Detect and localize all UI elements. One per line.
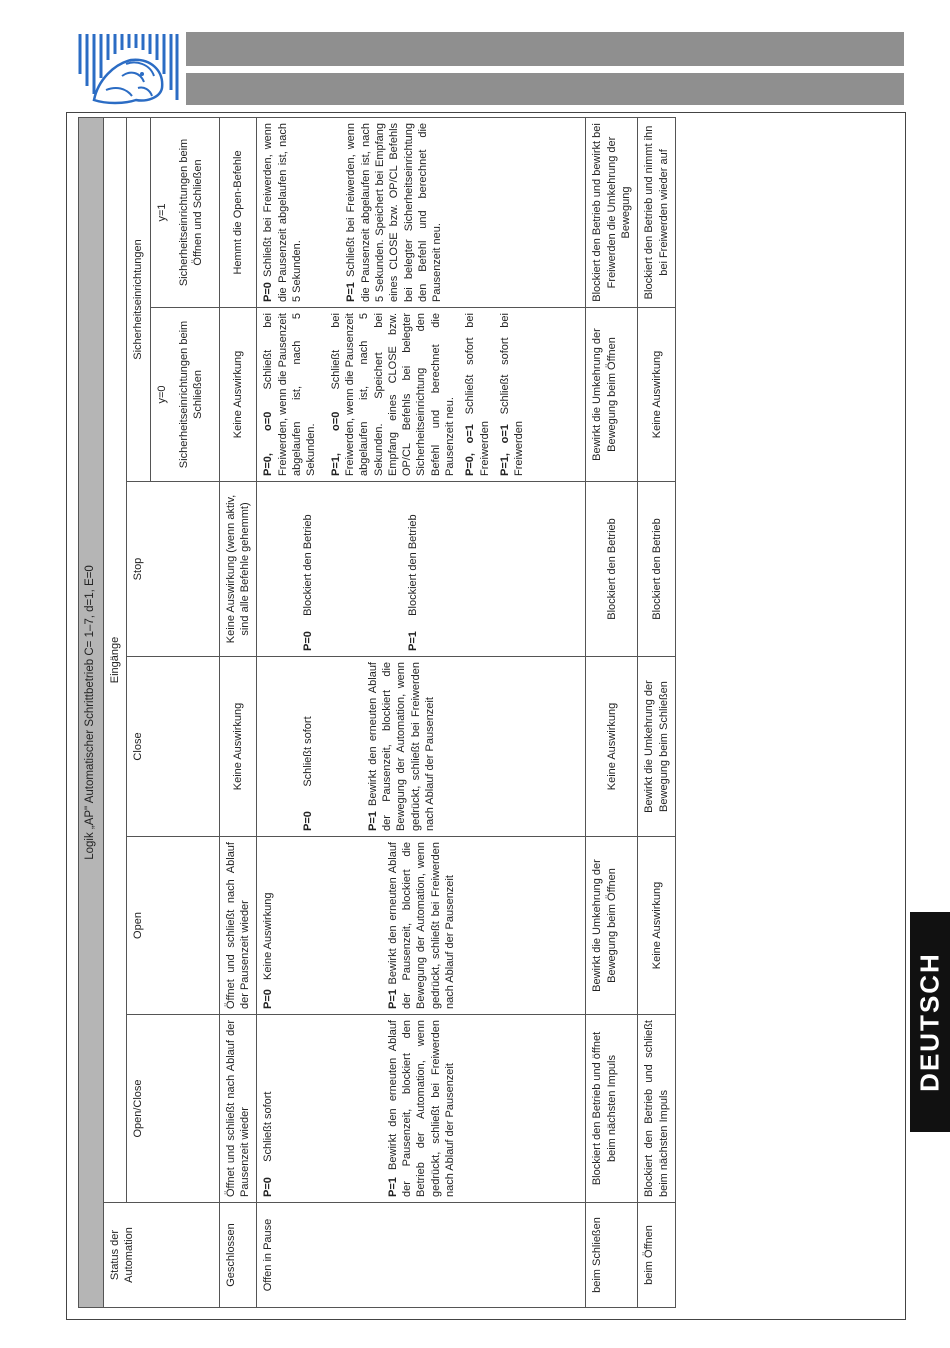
pause-openclose-p0: Schließt sofort (262, 1091, 275, 1162)
pause-stop-p1-tag: P=1 (406, 631, 419, 651)
closed-open: Öffnet und schließt nach Ablauf der Pausenzeit wieder (219, 837, 257, 1015)
pause-open-p1-tag: P=1 (386, 989, 399, 1009)
pause-y1-p0-tag: P=0 (262, 282, 275, 302)
pause-stop (257, 482, 586, 657)
pause-openclose-p1-tag: P=1 (386, 1177, 399, 1197)
opening-stop: Blockiert den Betrieb (638, 482, 676, 657)
pause-y0-p1o1: Schließt sofort bei Freiwerden (498, 313, 526, 476)
closing-close: Keine Auswirkung (586, 657, 638, 837)
table-row (586, 117, 638, 1307)
closed-close: Keine Auswirkung (219, 657, 257, 837)
table-row (257, 117, 586, 1307)
opening-safety-y1: Blockiert den Betrieb und nimmt ihn bei Freiwerden wieder auf (638, 117, 676, 307)
closing-openclose: Blockiert den Betrieb und öffnet beim nächsten Impuls (586, 1015, 638, 1203)
pause-y1-p1: Schließt bei Freiwerden, wenn die Pausenzeit abgelaufen ist, nach 5 Sekunden. Speichert bei Empfang eines CLOSE bzw. OP/CL Befehls bei belegter Sicherheitseinrichtung den Befehl und berechnet die Pausenzeit neu. (345, 122, 444, 302)
pause-close-p1-tag: P=1 (366, 811, 379, 831)
row-label-closing: beim Schließen (586, 1203, 638, 1308)
pause-openclose (257, 1015, 586, 1203)
col-stop-header: Stop (127, 482, 220, 657)
pause-y0-p0o1-tag: P=0, o=1 (464, 424, 477, 476)
pause-y0-p1o0: Schließt bei Freiwerden, wenn die Pausenzeit abgelaufen ist, nach 5 Sekunden. Speichert bei Empfang eines CLOSE bzw. OP/CL Befehls bei belegter Sicherheitseinrichtung den Befehl und berechnet die Pausenzeit neu. (329, 313, 457, 476)
closed-safety-y1: Hemmt die Open-Befehle (219, 117, 257, 307)
lion-logo-icon (76, 30, 180, 106)
pause-y0-p0o0: Schließt bei Freiwerden, wenn die Pausenzeit abgelaufen ist, nach 5 Sekunden. (262, 313, 318, 476)
pause-safety-y1 (257, 117, 586, 307)
pause-close-p1: Bewirkt den erneuten Ablauf der Pausenzeit, blockiert die Bewegung der Automation, wenn gedrückt, schließt bei Freiwerden nach Ablauf der Pausenzeit (366, 662, 436, 831)
header-bar-bottom (186, 73, 904, 105)
closing-safety-y1: Blockiert den Betrieb und bewirkt bei Freiwerden die Umkehrung der Bewegung (586, 117, 638, 307)
pause-close (257, 657, 586, 837)
pause-close-p0: Schließt sofort (302, 716, 315, 787)
closing-safety-y0: Bewirkt die Umkehrung der Bewegung beim Öffnen (586, 308, 638, 482)
pause-y0-p0o0-tag: P=0, o=0 (262, 411, 275, 476)
opening-close: Bewirkt die Umkehrung der Bewegung beim Schließen (638, 657, 676, 837)
language-label: DEUTSCH (914, 952, 945, 1092)
closing-open: Bewirkt die Umkehrung der Bewegung beim Öffnen (586, 837, 638, 1015)
logic-table (78, 117, 676, 1308)
safety-y0-tag: y=0 (150, 308, 173, 482)
row-label-open-pause: Offen in Pause (257, 1203, 586, 1308)
pause-y0-p1o0-tag: P=1, o=0 (329, 411, 342, 476)
pause-y1-p1-tag: P=1 (345, 282, 358, 302)
pause-stop-p0-tag: P=0 (302, 631, 315, 651)
table-row (219, 117, 257, 1307)
closed-stop: Keine Auswirkung (wenn aktiv, sind alle Befehle gehemmt) (219, 482, 257, 657)
table-row (638, 117, 676, 1307)
col-open-header: Open (127, 837, 220, 1015)
safety-y1-desc: Sicherheitseinrichtungen beim Öffnen und Schließen (173, 117, 220, 307)
closed-safety-y0: Keine Auswirkung (219, 308, 257, 482)
opening-open: Keine Auswirkung (638, 837, 676, 1015)
safety-y1-tag: y=1 (150, 117, 173, 307)
logic-table-rotated (78, 118, 736, 1308)
pause-open-p1: Bewirkt den erneuten Ablauf der Pausenzeit, blockiert die Bewegung der Automation, wenn gedrückt, schließt bei Freiwerden nach Ablauf der Pausenzeit (386, 842, 456, 1009)
pause-open (257, 837, 586, 1015)
pause-open-p0: Keine Auswirkung (262, 892, 275, 980)
safety-y0-desc: Sicherheitseinrichtungen beim Schließen (173, 308, 220, 482)
inputs-header: Eingänge (104, 117, 127, 1202)
col-openclose-header: Open/Close (127, 1015, 220, 1203)
row-label-opening: beim Öffnen (638, 1203, 676, 1308)
row-label-closed: Geschlossen (219, 1203, 257, 1308)
pause-y0-p1o1-tag: P=1, o=1 (498, 424, 511, 476)
pause-open-p0-tag: P=0 (262, 989, 275, 1009)
col-close-header: Close (127, 657, 220, 837)
pause-safety-y0 (257, 308, 586, 482)
pause-y0-p0o1: Schließt sofort bei Freiwerden (464, 313, 491, 476)
table-title: Logik „AP" Automatischer Schrittbetrieb C= 1–7, d=1, E=0 (79, 117, 104, 1307)
pause-y1-p0: Schließt bei Freiwerden, wenn die Pausenzeit abgelaufen ist, nach 5 Sekunden. (262, 122, 304, 302)
closed-openclose: Öffnet und schließt nach Ablauf der Pausenzeit wieder (219, 1015, 257, 1203)
pause-openclose-p0-tag: P=0 (262, 1177, 275, 1197)
safety-header: Sicherheitseinrichtungen (127, 117, 150, 481)
pause-openclose-p1: Bewirkt den erneuten Ablauf der Pausenzeit, blockiert den Betrieb der Automation, wenn gedrückt, schließt bei Freiwerden nach Ablauf der Pausenzeit (386, 1020, 456, 1197)
pause-stop-p1: Blockiert den Betrieb (406, 514, 419, 616)
pause-close-p0-tag: P=0 (302, 811, 315, 831)
opening-openclose: Blockiert den Betrieb und schließt beim nächsten Impuls (638, 1015, 676, 1203)
language-tab (910, 912, 950, 1132)
pause-stop-p0: Blockiert den Betrieb (302, 514, 315, 616)
closing-stop: Blockiert den Betrieb (586, 482, 638, 657)
status-header: Status der Automation (104, 1203, 220, 1308)
opening-safety-y0: Keine Auswirkung (638, 308, 676, 482)
header-bar-top (186, 32, 904, 66)
